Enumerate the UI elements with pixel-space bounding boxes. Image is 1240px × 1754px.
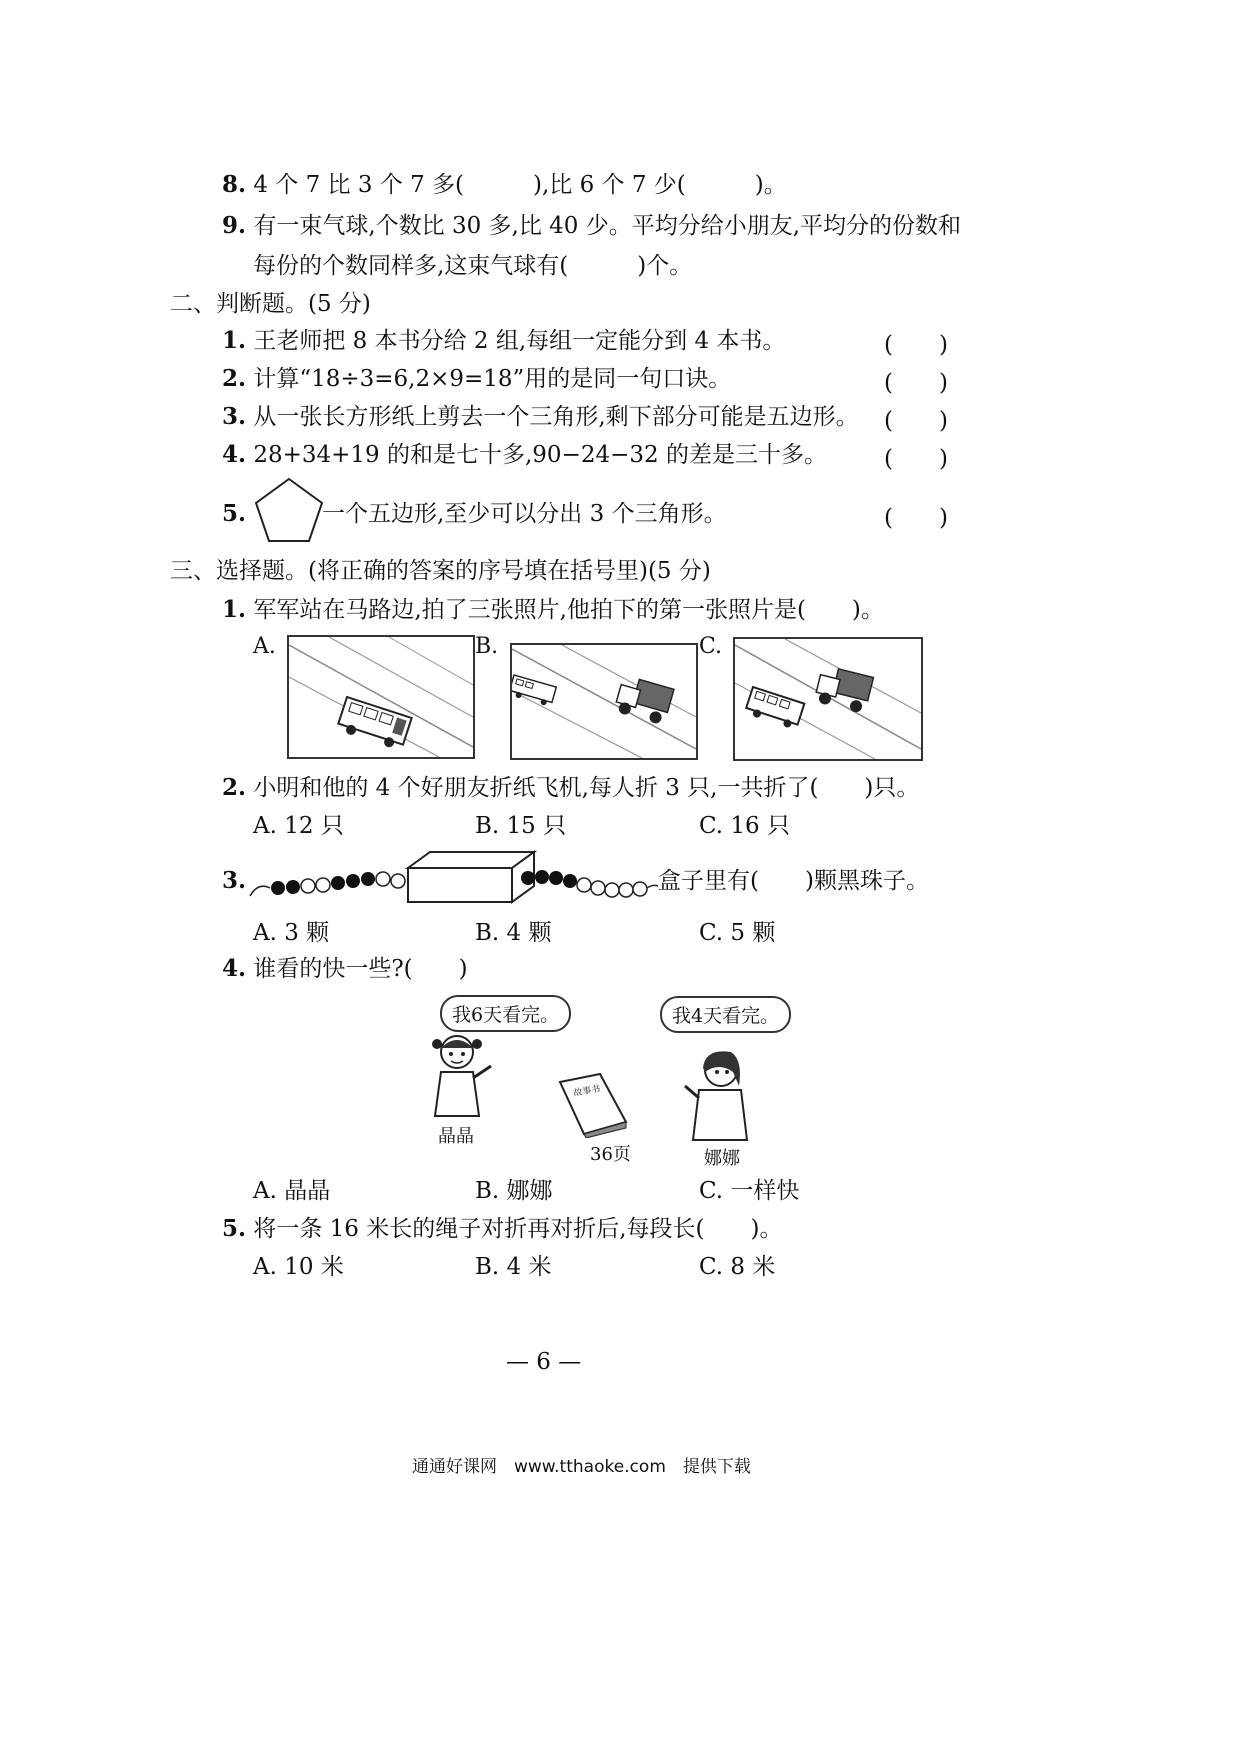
option-b[interactable]: B. 4 米 bbox=[475, 1254, 552, 1280]
book-title: 故事书 bbox=[572, 1084, 602, 1099]
answer-paren[interactable]: ( ) bbox=[884, 370, 948, 396]
choice-q3-number: 3. bbox=[222, 867, 247, 894]
road-photo-icon bbox=[735, 639, 921, 759]
choice-q3-text: 盒子里有( )颗黑珠子。 bbox=[658, 868, 929, 894]
question-text: 计算“18÷3=6,2×9=18”用的是同一句口诀。 bbox=[253, 366, 732, 392]
pentagon-figure bbox=[252, 475, 326, 545]
question-number: 4. bbox=[222, 955, 247, 982]
option-label-b: B. bbox=[475, 634, 499, 659]
option-label-a: A. bbox=[253, 634, 276, 659]
beads-box-figure bbox=[248, 848, 660, 908]
question-text: 将一条 16 米长的绳子对折再对折后,每段长( )。 bbox=[253, 1216, 783, 1242]
option-a[interactable]: A. 晶晶 bbox=[253, 1178, 331, 1204]
question-text: 从一张长方形纸上剪去一个三角形,剩下部分可能是五边形。 bbox=[253, 404, 859, 430]
fill-q9 bbox=[222, 211, 961, 241]
speech-bubble-right: 我4天看完。 bbox=[660, 996, 791, 1033]
choice-q1 bbox=[222, 595, 884, 625]
option-b[interactable]: B. 15 只 bbox=[475, 813, 567, 839]
question-text: 军军站在马路边,拍了三张照片,他拍下的第一张照片是( )。 bbox=[253, 597, 884, 623]
question-number: 8. bbox=[222, 171, 247, 198]
choice-q4 bbox=[222, 954, 468, 984]
question-text-line1: 有一束气球,个数比 30 多,比 40 少。平均分给小朋友,平均分的份数和 bbox=[253, 213, 962, 239]
judge-item-3 bbox=[222, 402, 859, 432]
fill-q9-line2: 每份的个数同样多,这束气球有( )个。 bbox=[253, 253, 693, 279]
option-a[interactable]: A. 10 米 bbox=[253, 1254, 344, 1280]
question-text: 谁看的快一些?( ) bbox=[253, 956, 468, 982]
speech-bubble-left: 我6天看完。 bbox=[440, 995, 571, 1032]
option-c[interactable]: C. 5 颗 bbox=[699, 920, 776, 946]
option-a[interactable]: A. 12 只 bbox=[253, 813, 344, 839]
judge-item-5-text: 一个五边形,至少可以分出 3 个三角形。 bbox=[322, 501, 727, 527]
section-heading-judge: 二、判断题。(5 分) bbox=[170, 291, 371, 317]
question-text: 4 个 7 比 3 个 7 多( ),比 6 个 7 少( )。 bbox=[253, 172, 787, 198]
section-heading-choice: 三、选择题。(将正确的答案的序号填在括号里)(5 分) bbox=[170, 558, 711, 584]
page-number: — 6 — bbox=[506, 1349, 582, 1375]
judge-item-4 bbox=[222, 440, 827, 470]
girl-nana-icon bbox=[675, 1046, 761, 1144]
road-photo-icon bbox=[289, 637, 473, 757]
question-text: 28+34+19 的和是七十多,90−24−32 的差是三十多。 bbox=[253, 442, 827, 468]
option-a[interactable]: A. 3 颗 bbox=[253, 920, 330, 946]
option-c[interactable]: C. 一样快 bbox=[699, 1178, 800, 1204]
question-number: 2. bbox=[222, 774, 247, 801]
name-nana: 娜娜 bbox=[704, 1148, 740, 1169]
photo-c bbox=[733, 637, 923, 761]
photo-a bbox=[287, 635, 475, 759]
question-number: 2. bbox=[222, 365, 247, 392]
judge-item-5-number: 5. bbox=[222, 500, 247, 527]
judge-item-2 bbox=[222, 364, 731, 394]
judge-item-1 bbox=[222, 326, 785, 356]
question-number: 4. bbox=[222, 441, 247, 468]
answer-paren[interactable]: ( ) bbox=[884, 446, 948, 472]
question-number: 1. bbox=[222, 327, 247, 354]
question-number: 5. bbox=[222, 1215, 247, 1242]
question-number: 3. bbox=[222, 403, 247, 430]
choice-q5 bbox=[222, 1214, 782, 1244]
book-icon bbox=[556, 1072, 630, 1138]
photo-b bbox=[510, 643, 698, 760]
choice-q2 bbox=[222, 773, 919, 803]
option-label-c: C. bbox=[699, 634, 723, 659]
footer-link[interactable]: 通通好课网 www.tthaoke.com 提供下载 bbox=[412, 1457, 751, 1477]
answer-paren[interactable]: ( ) bbox=[884, 332, 948, 358]
question-text: 王老师把 8 本书分给 2 组,每组一定能分到 4 本书。 bbox=[253, 328, 786, 354]
fill-q8 bbox=[222, 170, 787, 200]
question-text: 小明和他的 4 个好朋友折纸飞机,每人折 3 只,一共折了( )只。 bbox=[253, 775, 920, 801]
answer-paren[interactable]: ( ) bbox=[884, 505, 948, 531]
question-number: 9. bbox=[222, 212, 247, 239]
road-photo-icon bbox=[512, 645, 696, 758]
name-jingjing: 晶晶 bbox=[438, 1126, 474, 1147]
girl-jingjing-icon bbox=[425, 1030, 505, 1122]
answer-paren[interactable]: ( ) bbox=[884, 408, 948, 434]
option-c[interactable]: C. 16 只 bbox=[699, 813, 790, 839]
option-c[interactable]: C. 8 米 bbox=[699, 1254, 776, 1280]
option-b[interactable]: B. 4 颗 bbox=[475, 920, 552, 946]
book-pages: 36页 bbox=[590, 1144, 631, 1165]
question-number: 1. bbox=[222, 596, 247, 623]
option-b[interactable]: B. 娜娜 bbox=[475, 1178, 553, 1204]
